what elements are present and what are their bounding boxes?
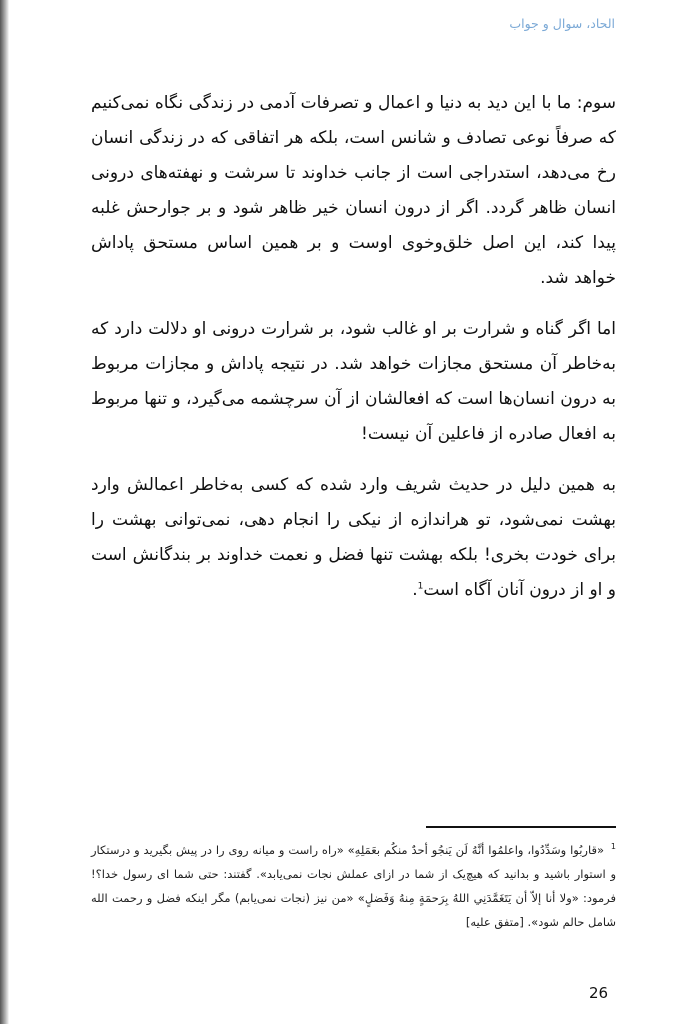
footnote-text: «قاربُوا وسَدِّدُوا، واعلمُوا أنَّهُ لَن يَنجُو أحدٌ منكُم بعَمَلِهِ» «راه راست و میانه روی را در پیش بگیرید و درستکار و استوار باشید و بدانید که هیچ‌یک از شما در ازای عملش نجات نمی‌یابد». گفتند: حتی شما ای رسول خدا؟! فرمود: «ولا أنا إلاّ أن يَتَغَمَّدَنِي اللهُ بِرَحمَةٍ مِنهُ وَفَضلٍ» «من نیز (نجات نمی‌یابم) مگر اینکه فضل و رحمت الله شامل حالم شود». [متفق علیه] [91,843,616,929]
running-header: الحاد، سوال و جواب [509,16,615,31]
page-number: 26 [589,984,609,1002]
paragraph: اما اگر گناه و شرارت بر او غالب شود، بر شرارت درونی او دلالت دارد که به‌خاطر آن مستحق مجازات خواهد شد. در نتیجه پاداش و مجازات مربوط به درون انسان‌ها است که افعالشان از آن سرچشمه می‌گیرد، و تنها مربوط به افعال صادره از فاعلین آن نیست! [91,319,616,444]
footnote-reference[interactable]: 1 [417,581,424,592]
page-left-edge-shadow [0,0,9,1024]
paragraph: به همین دلیل در حدیث شریف وارد شده که کسی به‌خاطر اعمالش وارد بهشت نمی‌شود، تو هراندازه از نیکی را انجام دهی، نمی‌توانی بهشت را برای خودت بخری! بلکه بهشت تنها فضل و نعمت خداوند بر بندگانش است و او از درون آنان آگاه است$^1$. [91,475,616,600]
paragraph-text: به همین دلیل در حدیث شریف وارد شده که کسی به‌خاطر اعمالش وارد بهشت نمی‌شود، تو هراندازه از نیکی را انجام دهی، نمی‌توانی بهشت را برای خودت بخری! بلکه بهشت تنها فضل و نعمت خداوند بر بندگانش است و او از درون آنان آگاه است [91,475,616,600]
footnote-separator [426,826,616,828]
paragraph: سوم: ما با این دید به دنیا و اعمال و تصرفات آدمی در زندگی نگاه نمی‌کنیم که صرفاً نوعی تصادف و شانس است، بلکه هر اتفاقی که در زندگی انسان رخ می‌دهد، استدراجی است از جانب خداوند تا سرشت و نهفته‌های درونی انسان ظاهر گردد. اگر از درون انسان خیر ظاهر شود و بر جوارحش غلبه پیدا کند، این اصل خلق‌وخوی اوست و بر همین اساس مستحق پاداش خواهد شد. [91,93,616,288]
body-text [91,86,616,624]
footnote [91,838,616,934]
document-page [9,0,695,1024]
footnote-number: 1 [610,842,616,852]
